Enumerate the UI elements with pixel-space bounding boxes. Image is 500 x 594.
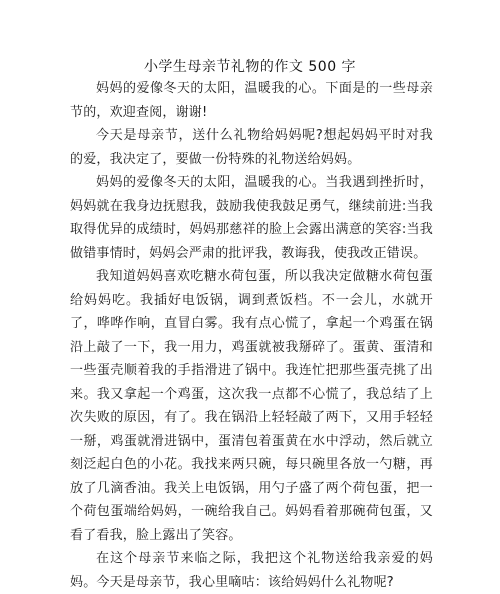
document-body: [70, 77, 433, 594]
document-title: 小学生母亲节礼物的作文 500 字: [143, 59, 357, 75]
paragraph: 今天是母亲节，送什么礼物给妈妈呢?想起妈妈平时对我的爱，我决定了，要做一份特殊的礼物送给妈妈。: [70, 128, 433, 167]
paragraph: 在这个母亲节来临之际，我把这个礼物送给我亲爱的妈妈。今天是母亲节，我心里嘀咕：该给妈妈什么礼物呢?: [70, 551, 433, 590]
paragraph: 我知道妈妈喜欢吃糖水荷包蛋，所以我决定做糖水荷包蛋给妈妈吃。我插好电饭锅，调到煮饭档。不一会儿，水就开了，哗哗作响，直冒白雾。我有点心慌了，拿起一个鸡蛋在锅沿上敲了一下，我一用力，鸡蛋就被我掰碎了。蛋黄、蛋清和一些蛋壳顺着我的手指滑进了锅中。我连忙把那些蛋壳挑了出来。我又拿起一个鸡蛋，这次我一点都不心慌了，我总结了上次失败的原因，有了。我在锅沿上轻轻敲了两下，又用手轻轻一掰，鸡蛋就滑进锅中，蛋清包着蛋黄在水中浮动，然后就立刻泛起白色的小花。我找来两只碗，每只碗里各放一勺糖，再放了几滴香油。我关上电饭锅，用勺子盛了两个荷包蛋，把一个荷包蛋端给妈妈，一碗给我自己。妈妈看着那碗荷包蛋，又看了看我，脸上露出了笑容。: [70, 269, 433, 543]
paragraph: 妈妈的爱像冬天的太阳，温暖我的心。下面是的一些母亲节的，欢迎查阅，谢谢!: [70, 81, 433, 120]
paragraph: 妈妈的爱像冬天的太阳，温暖我的心。当我遇到挫折时，妈妈就在我身边抚慰我，鼓励我使我鼓足勇气，继续前进:当我取得优异的成绩时，妈妈那慈祥的脸上会露出满意的笑容:当我做错事情时，妈妈会严肃的批评我，教诲我，使我改正错误。: [70, 175, 433, 261]
